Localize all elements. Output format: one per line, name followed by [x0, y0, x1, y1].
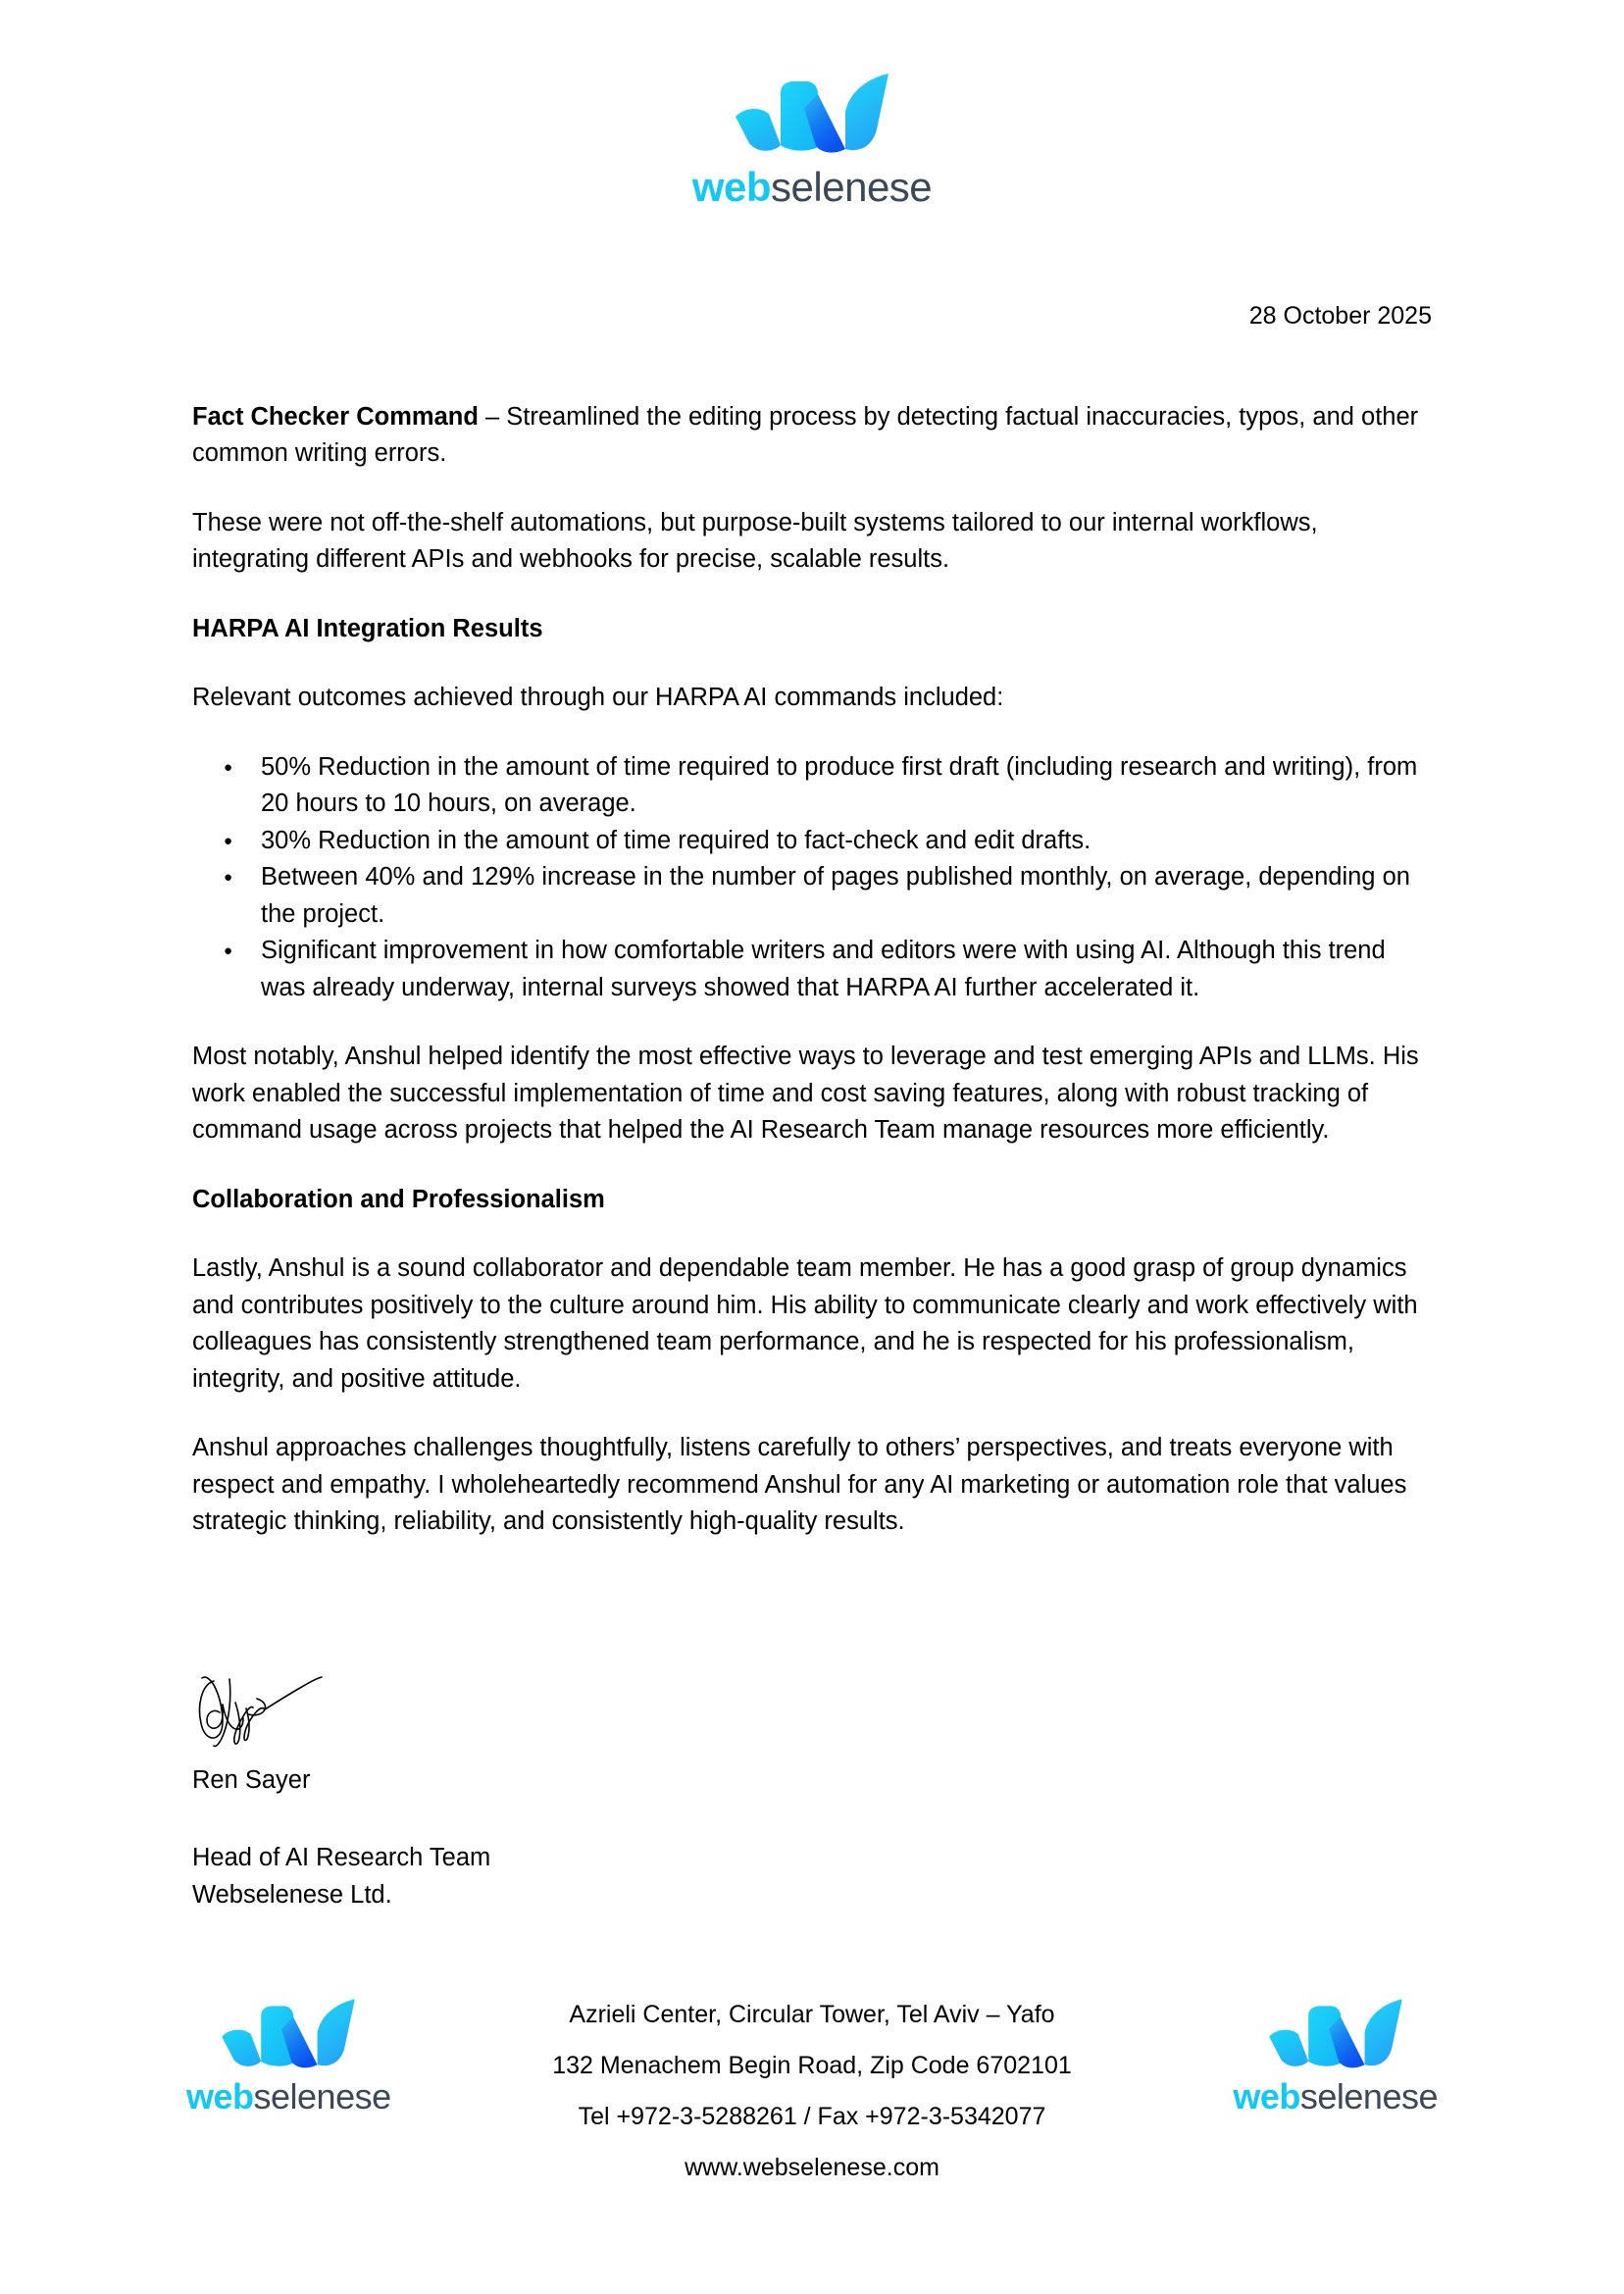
footer-address-line-1: Azrieli Center, Circular Tower, Tel Aviv – Yafo [569, 2001, 1055, 2028]
heading-collaboration: Collaboration and Professionalism [192, 1185, 605, 1213]
footer-address-line-2: 132 Menachem Begin Road, Zip Code 6702101 [552, 2052, 1072, 2079]
webselenese-mark-icon [730, 69, 894, 159]
letter-date: 28 October 2025 [1248, 302, 1432, 330]
signatory-title: Head of AI Research Team [192, 1844, 491, 1872]
paragraph-approaches: Anshul approaches challenges thoughtfully, listens carefully to others’ perspectives, and treats everyone with respect and empathy. I wholeheartedly recommend Anshul for any AI marketing or automation role that values strategic thinking, reliability, and consistently high-quality results. [192, 1434, 1407, 1536]
wordmark-web: web [691, 164, 772, 210]
wordmark-selenese: selenese [1299, 2076, 1438, 2116]
header-wordmark [691, 164, 933, 210]
signatory-name: Ren Sayer [192, 1766, 311, 1794]
harpa-results-list [192, 749, 1424, 1006]
list-item: ● Significant improvement in how comfortable writers and editors were with using AI. Although this trend was already underway, internal surveys showed that HARPA AI further accelerated it. [261, 933, 1424, 1006]
list-item: ● Between 40% and 129% increase in the number of pages published monthly, on average, depending on the project. [261, 859, 1424, 933]
webselenese-mark-icon [1264, 1995, 1407, 2073]
heading-harpa-results: HARPA AI Integration Results [192, 614, 543, 642]
signature-block [192, 1669, 879, 1913]
list-item: ● 50% Reduction in the amount of time required to produce first draft (including research and writing), from 20 hours to 10 hours, on average. [261, 749, 1424, 823]
footer-website[interactable]: www.webselenese.com [685, 2154, 939, 2181]
footer-phone-fax: Tel +972-3-5288261 / Fax +972-3-5342077 [578, 2103, 1046, 2130]
paragraph-not-off-shelf: These were not off-the-shelf automations, but purpose-built systems tailored to our internal workflows, integrating different APIs and webhooks for precise, scalable results. [192, 508, 1318, 574]
signatory-company: Webselenese Ltd. [192, 1880, 392, 1909]
footer-logo-right [1233, 1995, 1438, 2115]
wordmark-web: web [1233, 2076, 1300, 2116]
letter-body [192, 399, 1424, 1573]
header-logo [0, 69, 1624, 208]
fact-checker-text: – Streamlined the editing process by detecting factual inaccuracies, typos, and other common writing errors. [192, 403, 1419, 468]
handwritten-signature-icon [192, 1669, 379, 1753]
wordmark-selenese: selenese [771, 164, 933, 210]
wordmark-selenese: selenese [253, 2076, 391, 2116]
footer-wordmark-right [1233, 2076, 1438, 2116]
list-item: ● 30% Reduction in the amount of time required to fact-check and edit drafts. [261, 823, 1424, 859]
paragraph-relevant-outcomes: Relevant outcomes achieved through our HARPA AI commands included: [192, 684, 1004, 712]
paragraph-most-notably: Most notably, Anshul helped identify the most effective ways to leverage and test emerging APIs and LLMs. His work enabled the successful implementation of time and cost saving features, along with robust tracking of command usage across projects that helped the AI Research Team manage resources more efficiently. [192, 1043, 1419, 1145]
page-footer [0, 1981, 1624, 2217]
paragraph-fact-checker [192, 399, 1424, 473]
wordmark-web: web [186, 2076, 254, 2116]
mark-shape-right [845, 74, 888, 150]
paragraph-lastly: Lastly, Anshul is a sound collaborator and dependable team member. He has a good grasp of group dynamics and contributes positively to the culture around him. His ability to communicate clearly and work effectively with colleagues has consistently strengthened team performance, and he is respected for his professionalism, integrity, and positive attitude. [192, 1254, 1418, 1393]
fact-checker-label: Fact Checker Command [192, 403, 479, 431]
mark-shape-left [736, 109, 781, 151]
